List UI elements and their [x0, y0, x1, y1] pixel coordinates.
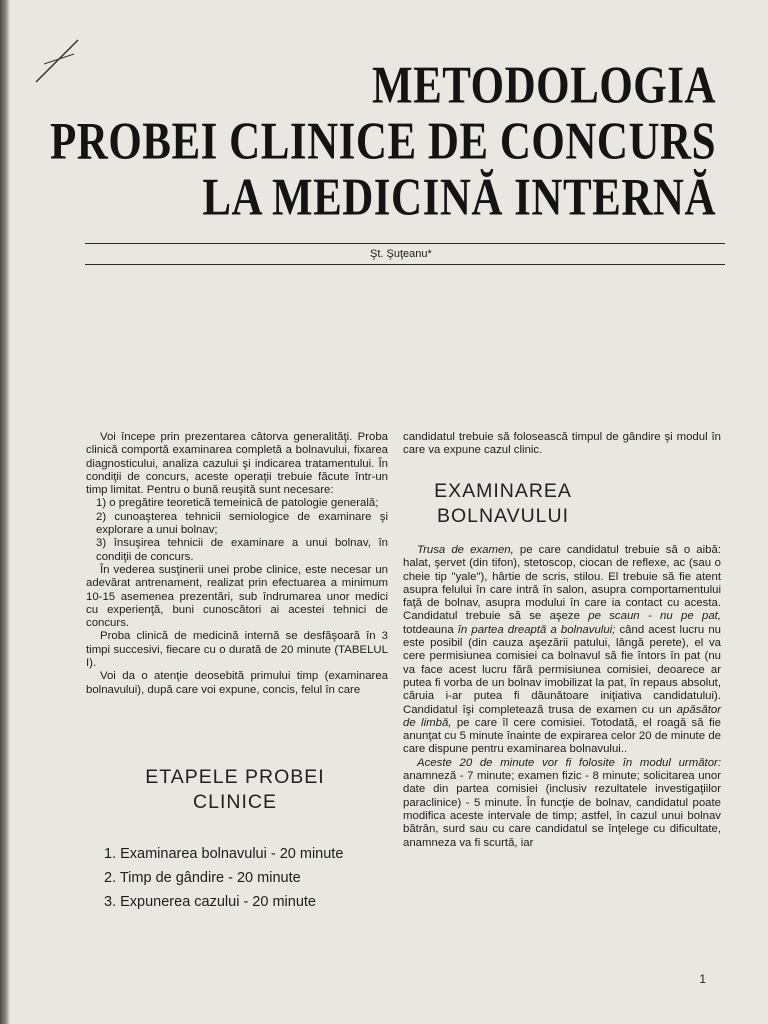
section-heading-etape	[100, 765, 370, 815]
heading-line: ETAPELE PROBEI	[145, 766, 325, 788]
pen-marks	[30, 20, 90, 90]
paragraph: candidatul trebuie să folosească timpul de gândire şi modul în care va expune cazul clinic.	[403, 431, 721, 457]
title-line-2: PROBEI CLINICE DE CONCURS	[50, 113, 716, 171]
paragraph: Voi începe prin prezentarea câtorva generalităţi. Proba clinică comportă examinarea completă a bolnavului, fixarea diagnosticului, analiza cazului şi indicarea tratamentului. În condiţii de concurs, aceste operaţii trebuie făcute într-un timp limitat. Pentru o bună reuşită sunt necesare:	[86, 431, 388, 497]
page-number: 1	[699, 972, 706, 986]
title-rule-top	[85, 243, 725, 244]
list-item: 2) cunoaşterea tehnicii semiologice de examinare şi explorare a unui bolnav;	[96, 510, 388, 537]
italic-text: Trusa de examen,	[417, 544, 514, 556]
italic-text: pe scaun - nu pe pat,	[588, 610, 721, 623]
title-rule-bottom	[85, 264, 725, 265]
paragraph: În vederea susţinerii unei probe clinice, este necesar un adevărat antrenament, realizat prin efectuarea a minimum 10-15 asemenea prezentări, sub îndrumarea unor medici cu experienţă, buni cunoscători ai acestei tehnici de concurs.	[86, 563, 388, 630]
paragraph: Voi da o atenţie deosebită primului timp (examinarea bolnavului), după care voi expune, concis, felul în care	[86, 670, 388, 696]
step-item: 1. Examinarea bolnavului - 20 minute	[104, 846, 344, 862]
step-item: 3. Expunerea cazului - 20 minute	[104, 894, 316, 910]
italic-text: Aceste 20 de minute vor fi folosite în modul următor:	[417, 756, 721, 769]
italic-text: apăsător de limbă,	[403, 703, 721, 729]
right-column-body	[403, 544, 721, 850]
list-item: 3) însuşirea tehnicii de examinare a unui bolnav, în condiţii de concurs.	[96, 537, 388, 563]
heading-line: CLINICE	[193, 791, 277, 813]
author-name: Şt. Şuţeanu*	[370, 248, 432, 260]
left-column	[86, 431, 388, 697]
text-run: pe care candidatul trebuie să o aibă: halat, şervet (din tifon), stetoscop, ciocan de reflexe, ac (sau o cheie tip "yale"), hârtie de scris, stilou. El trebuie să fie atent asupra felului în care intră în salon, asupra comportamentului faţă de bolnav, asupra modului în care ia contact cu acesta. Candidatul trebuie să se aşeze	[403, 544, 721, 623]
text-run: totdeauna	[403, 623, 458, 636]
paragraph: Proba clinică de medicină internă se desfăşoară în 3 timpi succesivi, fiecare cu o durată de 20 minute (TABELUL I).	[86, 630, 388, 670]
step-item: 2. Timp de gândire - 20 minute	[104, 870, 301, 886]
text-run: anamneză - 7 minute; examen fizic - 8 minute; solicitarea unor date din partea comisiei (inclusiv rezultatele investigaţiilor paraclinice) - 5 minute. În funcţie de bolnav, candidatul poate modifica aceste intervale de timp; astfel, în cazul unui bolnav bătrân, surd sau cu care candidatul se înţelege cu dificultate, anamneza va fi scurtă, iar	[403, 770, 721, 849]
italic-text: în partea dreaptă a bolnavului;	[457, 623, 616, 636]
paragraph	[403, 757, 721, 850]
heading-line: BOLNAVULUI	[436, 505, 570, 527]
text-run: pe care îl cere comisiei. Totodată, el roagă să fie anunţat cu 5 minute înainte de expirarea celor 20 de minute de care dispune pentru examinarea bolnavului..	[403, 716, 721, 756]
heading-line: EXAMINAREA	[434, 480, 572, 502]
steps-list	[104, 842, 343, 914]
paragraph	[403, 544, 721, 757]
text-run: când acest lucru nu este posibil (din cauza aşezării patului, lângă perete), el va cere permisiunea comisiei ca bolnavul să fie întors în pat (nu va face acest lucru fără permisiunea comisiei, deoarece ar putea fi vorba de un bolnav imobilizat la pat, în repaus absolut, căruia i-ar putea fi dăunătoare iniţiativa candidatului). Candidatul îşi completează trusa de examen cu un	[403, 623, 721, 716]
list-item: 1) o pregătire teoretică temeinică de patologie generală;	[96, 497, 379, 510]
right-column	[403, 431, 721, 458]
title-line-3: LA MEDICINĂ INTERNĂ	[202, 169, 716, 227]
title-line-1: METODOLOGIA	[372, 57, 716, 115]
page-binding-shadow	[0, 0, 10, 1024]
section-heading-examinarea	[403, 479, 603, 529]
